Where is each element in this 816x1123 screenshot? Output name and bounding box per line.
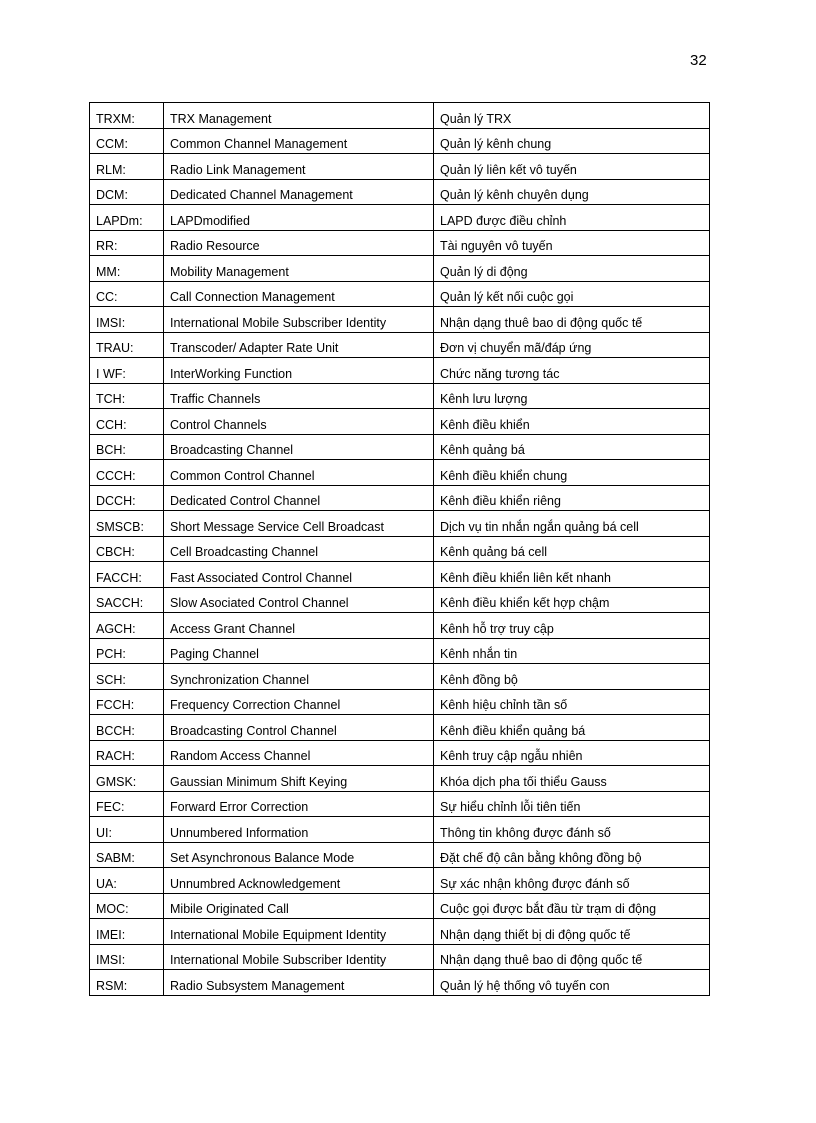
english-term-text: Frequency Correction Channel [170,698,341,712]
english-term-cell [164,154,434,180]
abbreviation-table-body [90,103,710,996]
abbreviation-cell [90,868,164,894]
abbreviation-text: CCH: [96,417,127,432]
vietnamese-term-text: Dịch vụ tin nhắn ngắn quảng bá cell [440,519,639,534]
vietnamese-term-text: Sự xác nhận không được đánh số [440,876,630,891]
vietnamese-term-cell [434,664,710,690]
abbreviation-text: RLM: [96,162,126,177]
table-row [90,511,710,537]
english-term-text: Synchronization Channel [170,672,309,687]
vietnamese-term-text: Quản lý liên kết vô tuyến [440,162,577,177]
vietnamese-term-text: Kênh điều khiển [440,417,530,432]
abbreviation-text: MM: [96,264,121,279]
english-term-text: Broadcasting Channel [170,443,293,457]
abbreviation-cell [90,460,164,486]
table-row [90,409,710,435]
english-term-text: InterWorking Function [170,366,293,381]
vietnamese-term-cell [434,230,710,256]
english-term-text: Forward Error Correction [170,800,309,814]
english-term-cell [164,536,434,562]
table-row [90,587,710,613]
vietnamese-term-cell [434,307,710,333]
table-row [90,944,710,970]
vietnamese-term-cell [434,842,710,868]
abbreviation-text: RACH: [96,749,135,763]
vietnamese-term-text: Kênh hiệu chỉnh tần số [440,698,568,712]
english-term-cell [164,383,434,409]
abbreviation-cell [90,791,164,817]
abbreviation-cell [90,154,164,180]
english-term-cell [164,664,434,690]
table-row [90,893,710,919]
abbreviation-text: LAPDm: [96,213,143,228]
table-row [90,358,710,384]
english-term-cell [164,970,434,996]
vietnamese-term-cell [434,256,710,282]
table-row [90,715,710,741]
abbreviation-cell [90,485,164,511]
abbreviation-text: CCM: [96,137,128,151]
table-row [90,205,710,231]
abbreviation-cell [90,256,164,282]
table-row [90,307,710,333]
vietnamese-term-text: Cuộc gọi được bắt đầu từ trạm di động [440,902,657,916]
english-term-cell [164,205,434,231]
english-term-text: Set Asynchronous Balance Mode [170,851,355,865]
table-row [90,919,710,945]
english-term-text: LAPDmodified [170,213,250,228]
vietnamese-term-cell [434,536,710,562]
vietnamese-term-text: Kênh điều khiển riêng [440,494,561,508]
table-row [90,230,710,256]
abbreviation-text: MOC: [96,902,129,916]
table-row [90,638,710,664]
vietnamese-term-cell [434,409,710,435]
english-term-cell [164,230,434,256]
english-term-cell [164,817,434,843]
abbreviation-text: I WF: [96,366,126,381]
abbreviation-text: TRXM: [96,111,135,126]
vietnamese-term-cell [434,791,710,817]
abbreviation-text: TCH: [96,392,126,406]
english-term-cell [164,485,434,511]
vietnamese-term-cell [434,715,710,741]
english-term-cell [164,689,434,715]
table-row [90,689,710,715]
english-term-text: International Mobile Equipment Identity [170,927,387,942]
abbreviation-cell [90,128,164,154]
abbreviation-text: CC: [96,290,118,304]
abbreviation-cell [90,893,164,919]
english-term-text: Random Access Channel [170,749,311,763]
english-term-text: International Mobile Subscriber Identity [170,315,387,330]
vietnamese-term-text: Kênh lưu lượng [440,392,528,406]
english-term-cell [164,893,434,919]
english-term-text: Broadcasting Control Channel [170,723,337,738]
table-row [90,485,710,511]
abbreviation-text: CCCH: [96,468,136,483]
table-row [90,868,710,894]
english-term-text: Common Control Channel [170,468,315,483]
vietnamese-term-cell [434,485,710,511]
english-term-text: Gaussian Minimum Shift Keying [170,774,348,789]
abbreviation-text: CBCH: [96,545,135,559]
abbreviation-text: TRAU: [96,341,134,355]
abbreviation-cell [90,179,164,205]
page-number: 32 [690,52,707,69]
english-term-cell [164,434,434,460]
english-term-cell [164,281,434,307]
table-row [90,842,710,868]
abbreviation-text: IMEI: [96,927,126,942]
abbreviation-text: SACCH: [96,596,144,610]
english-term-cell [164,179,434,205]
vietnamese-term-text: Kênh điều khiển liên kết nhanh [440,570,611,585]
abbreviation-cell [90,842,164,868]
abbreviation-cell [90,511,164,537]
english-term-text: Unnumbred Acknowledgement [170,876,341,891]
table-row [90,613,710,639]
vietnamese-term-cell [434,817,710,843]
table-row [90,460,710,486]
vietnamese-term-text: Quản lý hệ thống vô tuyến con [440,978,610,993]
abbreviation-text: DCM: [96,188,128,202]
english-term-cell [164,715,434,741]
abbreviation-cell [90,536,164,562]
english-term-cell [164,103,434,129]
abbreviation-text: UI: [96,825,112,840]
english-term-text: TRX Management [170,111,272,126]
vietnamese-term-cell [434,919,710,945]
abbreviation-cell [90,740,164,766]
english-term-cell [164,562,434,588]
vietnamese-term-text: Kênh đồng bộ [440,672,518,687]
abbreviation-text: BCCH: [96,723,135,738]
table-row [90,740,710,766]
english-term-text: Transcoder/ Adapter Rate Unit [170,341,339,355]
english-term-text: Common Channel Management [170,137,348,151]
abbreviation-text: SABM: [96,851,135,865]
vietnamese-term-cell [434,893,710,919]
table-row [90,383,710,409]
vietnamese-term-text: Đặt chế độ cân bằng không đồng bộ [440,851,642,865]
abbreviation-cell [90,562,164,588]
vietnamese-term-text: Sự hiểu chỉnh lỗi tiên tiến [440,800,581,814]
english-term-text: Cell Broadcasting Channel [170,545,319,559]
vietnamese-term-text: Quản lý TRX [440,111,512,126]
abbreviation-cell [90,332,164,358]
vietnamese-term-text: Đơn vị chuyển mã/đáp ứng [440,341,592,355]
vietnamese-term-cell [434,434,710,460]
abbreviation-cell [90,919,164,945]
abbreviation-cell [90,766,164,792]
abbreviation-cell [90,230,164,256]
abbreviation-text: FACCH: [96,570,142,585]
english-term-text: Control Channels [170,417,267,432]
vietnamese-term-text: Kênh quảng bá [440,443,525,457]
english-term-cell [164,842,434,868]
english-term-cell [164,587,434,613]
english-term-text: International Mobile Subscriber Identity [170,953,387,967]
abbreviation-cell [90,358,164,384]
english-term-cell [164,460,434,486]
vietnamese-term-cell [434,562,710,588]
vietnamese-term-text: LAPD được điều chỉnh [440,213,567,228]
english-term-text: Short Message Service Cell Broadcast [170,519,384,534]
english-term-cell [164,791,434,817]
vietnamese-term-cell [434,154,710,180]
abbreviation-text: SCH: [96,672,126,687]
abbreviation-cell [90,281,164,307]
vietnamese-term-cell [434,128,710,154]
abbreviation-table [89,102,710,996]
abbreviation-cell [90,664,164,690]
english-term-text: Paging Channel [170,647,259,661]
vietnamese-term-cell [434,638,710,664]
vietnamese-term-text: Chức năng tương tác [440,366,560,381]
table-row [90,281,710,307]
vietnamese-term-cell [434,868,710,894]
abbreviation-cell [90,307,164,333]
vietnamese-term-text: Kênh nhắn tin [440,647,518,661]
vietnamese-term-text: Kênh truy cập ngẫu nhiên [440,749,583,763]
english-term-cell [164,944,434,970]
vietnamese-term-text: Quản lý kênh chuyên dụng [440,188,589,202]
english-term-text: Fast Associated Control Channel [170,570,353,585]
table-row [90,562,710,588]
english-term-cell [164,128,434,154]
table-row [90,256,710,282]
english-term-text: Radio Resource [170,239,260,253]
english-term-text: Mibile Originated Call [170,902,289,916]
english-term-text: Dedicated Channel Management [170,188,353,202]
abbreviation-cell [90,689,164,715]
vietnamese-term-cell [434,103,710,129]
abbreviation-text: SMSCB: [96,519,144,534]
vietnamese-term-cell [434,281,710,307]
english-term-text: Call Connection Management [170,290,335,304]
table-row [90,434,710,460]
vietnamese-term-text: Kênh điều khiển chung [440,468,568,483]
abbreviation-text: BCH: [96,443,126,457]
abbreviation-cell [90,613,164,639]
english-term-cell [164,332,434,358]
vietnamese-term-text: Quản lý kênh chung [440,137,552,151]
abbreviation-cell [90,715,164,741]
abbreviation-cell [90,383,164,409]
abbreviation-text: UA: [96,876,117,891]
english-term-cell [164,409,434,435]
vietnamese-term-text: Quản lý di động [440,264,528,279]
abbreviation-cell [90,587,164,613]
vietnamese-term-text: Kênh hỗ trợ truy cập [440,621,554,636]
english-term-cell [164,638,434,664]
abbreviation-cell [90,817,164,843]
table-row [90,332,710,358]
english-term-cell [164,919,434,945]
abbreviation-text: FEC: [96,800,125,814]
abbreviation-text: RSM: [96,978,128,993]
english-term-cell [164,511,434,537]
vietnamese-term-cell [434,460,710,486]
vietnamese-term-cell [434,511,710,537]
abbreviation-text: IMSI: [96,953,126,967]
english-term-text: Traffic Channels [170,392,261,406]
english-term-cell [164,613,434,639]
abbreviation-text: AGCH: [96,621,136,636]
vietnamese-term-cell [434,205,710,231]
english-term-text: Dedicated Control Channel [170,494,321,508]
english-term-text: Slow Asociated Control Channel [170,596,349,610]
abbreviation-cell [90,103,164,129]
abbreviation-cell [90,205,164,231]
abbreviation-text: IMSI: [96,315,126,330]
table-row [90,970,710,996]
vietnamese-term-cell [434,970,710,996]
vietnamese-term-text: Nhận dạng thiết bị di động quốc tế [440,927,631,942]
vietnamese-term-text: Kênh điều khiển quảng bá [440,723,586,738]
abbreviation-text: PCH: [96,647,126,661]
vietnamese-term-cell [434,383,710,409]
english-term-text: Access Grant Channel [170,621,296,636]
english-term-text: Unnumbered Information [170,825,309,840]
table-row [90,128,710,154]
english-term-text: Mobility Management [170,264,289,279]
table-row [90,103,710,129]
vietnamese-term-cell [434,740,710,766]
english-term-cell [164,766,434,792]
vietnamese-term-text: Khóa dịch pha tối thiểu Gauss [440,774,607,789]
abbreviation-cell [90,409,164,435]
vietnamese-term-cell [434,332,710,358]
vietnamese-term-cell [434,689,710,715]
abbreviation-cell [90,434,164,460]
vietnamese-term-cell [434,358,710,384]
abbreviation-cell [90,944,164,970]
table-row [90,664,710,690]
english-term-text: Radio Subsystem Management [170,978,345,993]
vietnamese-term-text: Nhận dạng thuê bao di động quốc tế [440,953,643,967]
table-row [90,817,710,843]
table-row [90,791,710,817]
abbreviation-text: RR: [96,239,118,253]
vietnamese-term-text: Nhận dạng thuê bao di động quốc tế [440,315,643,330]
english-term-cell [164,256,434,282]
vietnamese-term-cell [434,766,710,792]
table-row [90,536,710,562]
vietnamese-term-cell [434,587,710,613]
vietnamese-term-cell [434,179,710,205]
vietnamese-term-text: Thông tin không được đánh số [440,825,611,840]
abbreviation-cell [90,638,164,664]
vietnamese-term-cell [434,944,710,970]
vietnamese-term-text: Tài nguyên vô tuyến [440,239,553,253]
table-row [90,179,710,205]
abbreviation-cell [90,970,164,996]
vietnamese-term-text: Kênh quảng bá cell [440,545,548,559]
english-term-cell [164,740,434,766]
abbreviation-text: DCCH: [96,494,136,508]
english-term-cell [164,307,434,333]
english-term-cell [164,358,434,384]
english-term-text: Radio Link Management [170,162,306,177]
abbreviation-text: GMSK: [96,774,137,789]
vietnamese-term-text: Quản lý kết nối cuộc gọi [440,290,574,304]
vietnamese-term-text: Kênh điều khiển kết hợp chậm [440,596,610,610]
table-row [90,766,710,792]
vietnamese-term-cell [434,613,710,639]
english-term-cell [164,868,434,894]
table-row [90,154,710,180]
abbreviation-text: FCCH: [96,698,135,712]
